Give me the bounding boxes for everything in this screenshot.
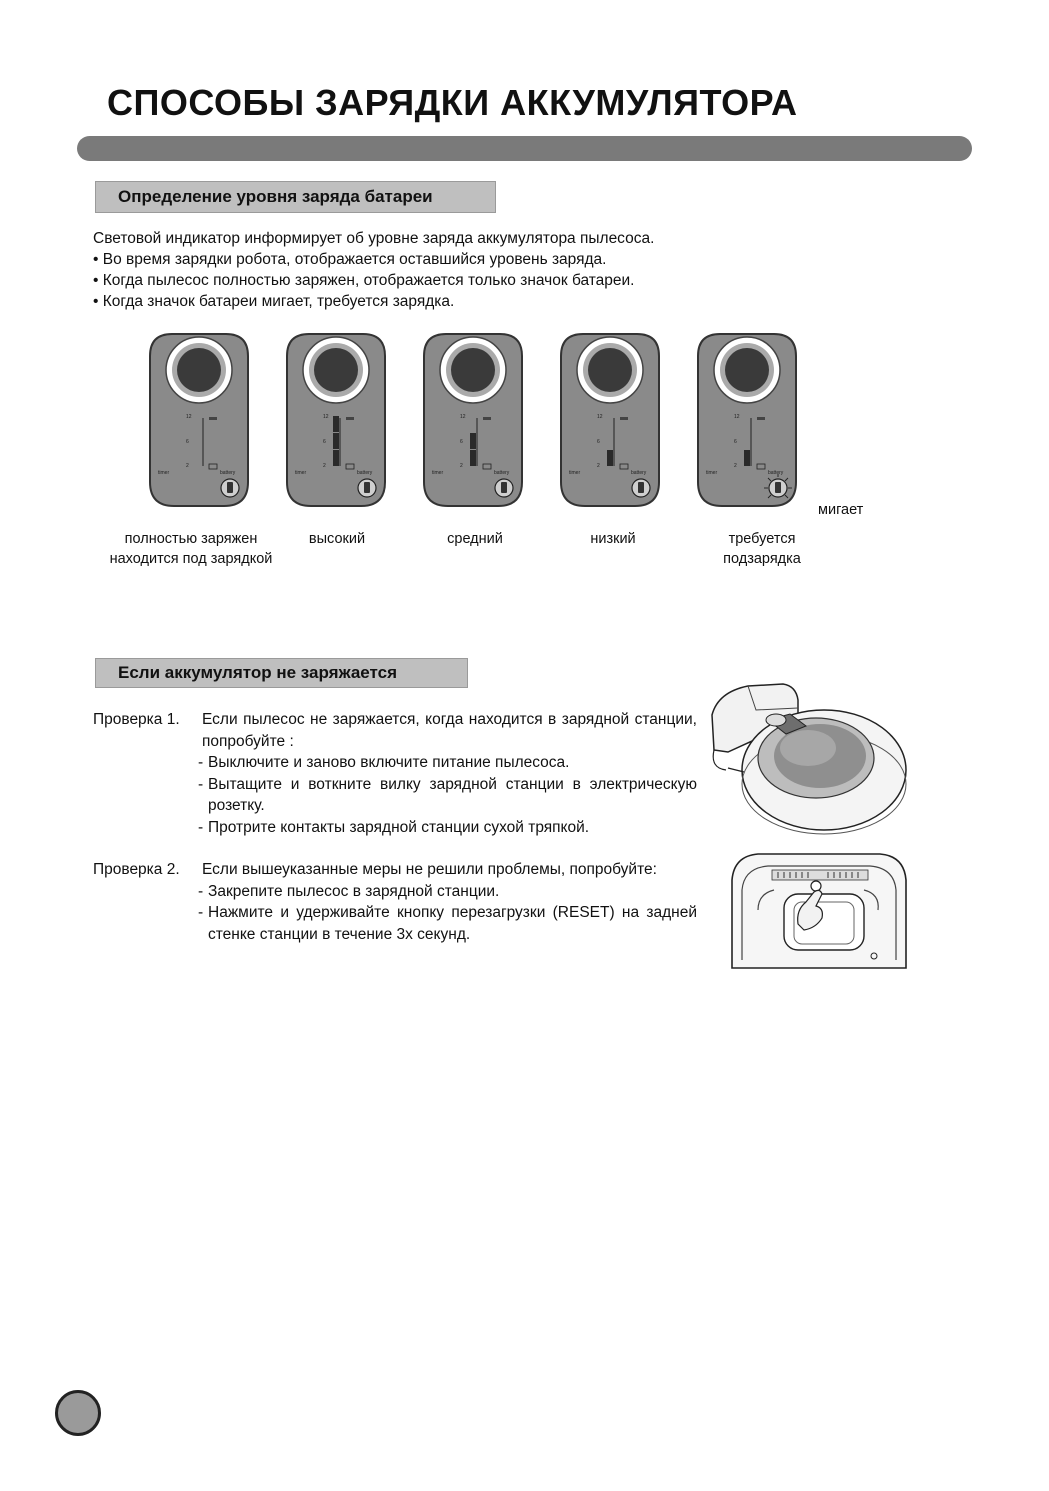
battery-icon: [364, 482, 370, 493]
scale-label: 6: [323, 439, 326, 445]
dial-center: [177, 348, 221, 392]
page-number-marker: [55, 1390, 101, 1436]
dial-center: [725, 348, 769, 392]
caption-line: низкий: [590, 531, 636, 547]
level-bar: [333, 416, 339, 432]
check-label: Проверка 1.: [93, 711, 180, 728]
dial-center: [588, 348, 632, 392]
caption-line: средний: [447, 531, 503, 547]
station-reset-illustration: [728, 850, 910, 972]
timer-label: timer: [158, 470, 170, 476]
caption-line: подзарядка: [723, 551, 801, 567]
caption-needs-charge: [700, 529, 824, 569]
timer-label: timer: [295, 470, 307, 476]
top-indicator: [757, 417, 765, 420]
scale-label: 12: [734, 414, 740, 420]
top-indicator: [483, 417, 491, 420]
check-label: Проверка 2.: [93, 861, 180, 878]
level-bar: [607, 450, 613, 466]
top-indicator: [209, 417, 217, 420]
blink-label: мигает: [818, 502, 864, 518]
bullet-line: • Когда пылесос полностью заряжен, отображается только значок батареи.: [93, 272, 635, 289]
dash-marker: -: [198, 754, 204, 771]
check-step: Закрепите пылесос в зарядной станции.: [208, 882, 500, 900]
caption-high: [286, 529, 388, 549]
check-1-block: [93, 709, 697, 838]
caption-line: полностью заряжен: [124, 531, 258, 547]
battery-label: battery: [220, 470, 236, 476]
scale-label: 6: [734, 439, 737, 445]
scale-label: 12: [186, 414, 192, 420]
section-heading-not-charging: Если аккумулятор не заряжается: [95, 658, 468, 688]
dash-marker: -: [198, 904, 204, 921]
timer-label: timer: [432, 470, 444, 476]
battery-icon: [775, 482, 781, 493]
dash-marker: -: [198, 818, 204, 836]
timer-label: timer: [706, 470, 718, 476]
scale-label: 2: [186, 463, 189, 469]
scale-label: 12: [460, 414, 466, 420]
timer-label: timer: [569, 470, 581, 476]
bullet-line: • Когда значок батареи мигает, требуется зарядка.: [93, 293, 455, 310]
check-2-block: [93, 859, 697, 945]
bullet-line: • Во время зарядки робота, отображается оставшийся уровень заряда.: [93, 251, 607, 268]
check-text: Если вышеуказанные меры не решили проблемы, попробуйте:: [202, 861, 657, 878]
indicator-panel-illustration: [559, 332, 661, 508]
scale-label: 6: [186, 439, 189, 445]
caption-low: [562, 529, 664, 549]
check-step: Выключите и заново включите питание пылесоса.: [208, 754, 570, 771]
indicator-panel-illustration: [422, 332, 524, 508]
scale-label: 2: [597, 463, 600, 469]
check-step: Вытащите и воткните вилку зарядной станции в электрическую розетку.: [208, 775, 697, 814]
scale-label: 2: [323, 463, 326, 469]
indicator-panel-full: [148, 332, 250, 508]
title-divider-bar: [77, 136, 972, 161]
battery-label: battery: [494, 470, 510, 476]
dial-center: [451, 348, 495, 392]
caption-line: требуется: [728, 531, 796, 547]
battery-icon: [638, 482, 644, 493]
battery-label: battery: [357, 470, 373, 476]
caption-full: [96, 529, 286, 569]
battery-icon: [227, 482, 233, 493]
level-bar: [333, 433, 339, 449]
level-bar: [744, 450, 750, 466]
section-heading-battery-level: Определение уровня заряда батареи: [95, 181, 496, 213]
scale-label: 2: [734, 463, 737, 469]
check-text: Если пылесос не заряжается, когда находится в зарядной станции, попробуйте :: [202, 711, 697, 750]
dial-center: [314, 348, 358, 392]
caption-line: высокий: [308, 531, 366, 547]
scale-label: 6: [460, 439, 463, 445]
indicator-panel-high: [285, 332, 387, 508]
scale-label: 6: [597, 439, 600, 445]
indicator-panel-low: [559, 332, 661, 508]
intro-text-block: [93, 228, 654, 312]
battery-label: battery: [631, 470, 647, 476]
indicator-panel-illustration: [285, 332, 387, 508]
dash-marker: -: [198, 882, 204, 900]
top-indicator: [620, 417, 628, 420]
level-bar: [470, 433, 476, 449]
level-bar: [470, 450, 476, 466]
check-step: Протрите контакты зарядной станции сухой тряпкой.: [208, 818, 590, 836]
indicator-panel-medium: [422, 332, 524, 508]
scale-label: 12: [597, 414, 603, 420]
dash-marker: -: [198, 775, 204, 793]
battery-icon: [501, 482, 507, 493]
robot-on-station-illustration: [708, 680, 908, 840]
caption-medium: [424, 529, 526, 549]
check-step: Нажмите и удерживайте кнопку перезагрузки (RESET) на задней стенке станции в течение 3х секунд.: [208, 904, 697, 943]
level-bar: [333, 450, 339, 466]
caption-line: находится под зарядкой: [109, 551, 273, 567]
page-title: СПОСОБЫ ЗАРЯДКИ АККУМУЛЯТОРА: [107, 82, 798, 123]
top-indicator: [346, 417, 354, 420]
indicator-panel-illustration: [696, 332, 798, 508]
indicator-panel-needs-charge: [696, 332, 798, 508]
battery-label: battery: [768, 470, 784, 476]
intro-line: Световой индикатор информирует об уровне заряда аккумулятора пылесоса.: [93, 230, 655, 247]
scale-label: 12: [323, 414, 329, 420]
scale-label: 2: [460, 463, 463, 469]
indicator-panel-illustration: [148, 332, 250, 508]
